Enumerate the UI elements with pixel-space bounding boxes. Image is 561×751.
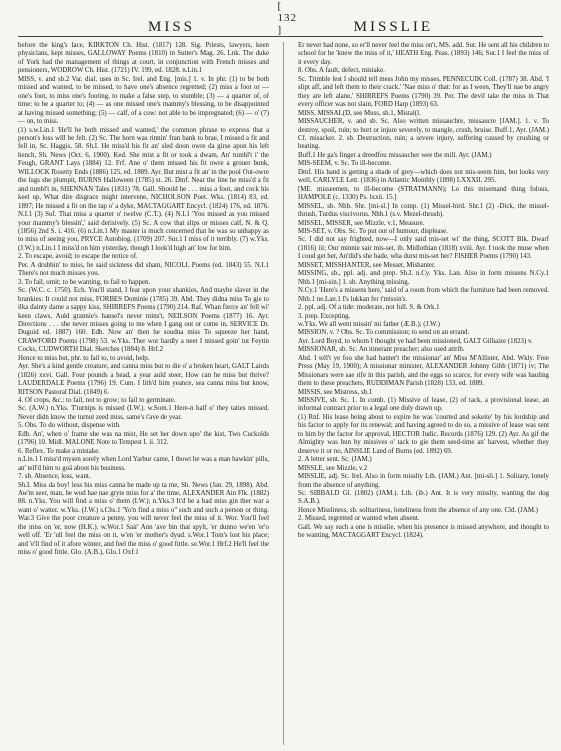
entry-paragraph: Sc. I did not say frighted, now—I only said mis-set wi' the thing, SCOTT Blk. Dwarf (1816) iii; Our minnie sair mis-set, ib. Midlothian (1818) xviii. Ayr. I took the muse when I coud get her, An'did's she bade, wha durst mis-set her? FISHER Poems (1790) 143. xyxy=(298,236,549,261)
entry-paragraph: 3. prep. Excepting. xyxy=(298,312,351,320)
entry-paragraph: MISSLE, see Mizzle, v.2 xyxy=(298,464,368,472)
entry-paragraph: 5. Obs. To do without, dispense with. xyxy=(18,422,121,430)
entry-paragraph: MISSLIE, adj. Sc. Irel. Also in form misslty Lth. (JAM.) Ant. [mi-sli.] 1. Solitary, lonely from the absence of anything. xyxy=(298,473,549,489)
entry-paragraph: Per. A drubbin' to miss, he said sickness did sham, NICOLL Poems (ed. 1843) 55. N.I.1 There's not much misses you. xyxy=(18,261,269,278)
text-columns xyxy=(18,42,549,745)
entry-paragraph: MISSIVE, sb. Sc. 1. In comb. (1) Missive of lease, (2) of tack, a provisional lease, an informal contract prior to a legal one duly drawn up. xyxy=(298,397,549,413)
entry-paragraph: Edb. An', when o' frame she was na mist, He set her down upo' the kist, Two Cuckolds (1796) 10. Midl. MALONE Note to Tempest I. ii. 312. xyxy=(18,430,269,447)
entry-paragraph: MISSET, MISSHANTER, see Messet, Mishanter. xyxy=(298,261,436,269)
column-divider xyxy=(283,42,284,745)
entry-paragraph: Sc. Trimble lest I should tell mess John my misses, PENNECUIK Coll. (1787) 38. Abd. 'I slipt aff, and left them to their crack.' 'Nae miss o' that: for as I ween, They'll nae be angry they are left alane,' SHIRREFS Poems (1790) 39. Per. The devil take the miss in That every officer was not slain, FORD Harp (1893) 63. xyxy=(298,75,549,109)
entry-paragraph: Hence Missliness, sb. solitariness, loneliness from the absence of any one. Cld. (JAM.) xyxy=(298,506,538,514)
entry-paragraph: n.Lin.1 I miss'd mysen sorely when Lord Yarbur came, I thowt he was a man hawkin' pills, an' tell'd him to goä aboot his business. xyxy=(18,456,269,472)
entry-paragraph: MIS-SET, v. Obs. Sc. To put out of humour, displease. xyxy=(298,227,448,235)
entry-paragraph: MISSIS, see Mistress, sb.1 xyxy=(298,388,373,396)
entry-paragraph: Ayr. She's a kind gentle creature, and canna miss but to die o' a broken heart, GALT Lairds (1826) xxvi. Gall. Four pounds a head, a year auld steer, How can he miss but thrive? LAUDERDALE Poems (1796) 19. Cum. I lith'd him yeance, sea canna miss but know, RITSON Pastoral Dial. (1849) 6. xyxy=(18,363,269,396)
entry-paragraph: MISSAUCHER, v. and sb. Sc. Also written missauchre, missaucre [JAM.]. 1. v. To destroy, spoil, ruin; to hurt or injure severely, to mangle, crush, bruise. Buff.1, Ayr. (JAM.) Cf. misacker. 2. sb. Destruction, ruin; a severe injury, suffering caused by crushing or beating. xyxy=(298,118,549,151)
entry-paragraph: Ayr. Lord Boyd, to whom I thought ye had been missioned, GALT Gilhaize (1823) v. xyxy=(298,337,533,345)
running-header xyxy=(18,0,543,36)
entry-paragraph: MISSEL, sb. Nhb. Shr. [mi-sl.] In comp. (1) Missel-bird. Shr.1 (2) -Dick, the missel-thrush, Turdus viscivorus. Nhb.1 (s.v. Mezel-thrush). xyxy=(298,202,549,219)
entry-paragraph: Er never had none, so er'll never feel the miss on't, MS. add. Sur. He sent all his children to school for he 'knew the miss of it,' HEATH Eng. Peas. (1893) 146; Sur.1 I feel the miss of it every day. xyxy=(298,42,549,66)
header-left-word: MISS xyxy=(148,19,196,35)
entry-paragraph: MISS, v. and sb.2 Var. dial. uses in Sc. Irel. and Eng. [mis.] 1. v. In phr. (1) to be both missed and wanted, to be missed, to have one's absence regretted; (2) miss a foot or — one's foot, to miss one's footing, to make a false step, to stumble; (3) — a quarter of, of time: to be a quarter to; (4) — as one missed one's mammy's blessing, to be disappointed at having missed something; (5) — calf, of a cow: not able to be impregnated; (6) — o' (7) — on, to miss. xyxy=(18,75,269,126)
entry-paragraph: Sc. (W.C. c. 1750). Ech. You'll stand, I fear upon your shankies, And maybe slaver in the brankies: It could not miss, FORBES Dominie (1785) 39. Abd. They didna miss To gie to ilka dainty dame a sappy kiss, SHIRREFS Poems (1790) 214. Raf. Whan fierce an' fell wi' keen claws, Auld grannie's hansel's never mins't, NEILSON Poems (1877) 16. Ayr. Directions . . . she never misses going to me when I gang out or come in, SERVICE Dr. Duguid ed. 1887) 160. Edb. Now an' then he soudna miss To squeeze her hand, CRAWFORD Poems (1798) 53. w.Yks. Ther wor hardly a neet I missed goin' tut Feytin Cocks, CUDWORTH Dial. Sketches (1884) 8. Hrf.2 xyxy=(18,287,269,354)
entry-paragraph: 8. Obs. A fault, defect, mistake. xyxy=(298,67,385,75)
entry-paragraph: 4. Of crops, &c.: to fail, not to grow; to fail to germinate. xyxy=(18,397,176,405)
entry-paragraph: MISSING, sb., ppl. adj. and prep. Sh.I. n.Cy. Yks. Lan. Also in form missens N.Cy.1 Nhb.1 [mi-sin.] 1. sb. Anything missing. xyxy=(298,270,549,286)
entry-paragraph: 3. To fail, omit; to be wanting, to fail to happen. xyxy=(18,278,151,286)
entry-paragraph: 2. Missed, regretted or wanted when absent. xyxy=(298,515,420,523)
entry-paragraph: 2. A letter sent. Sc. (JAM.) xyxy=(298,456,372,464)
entry-paragraph: Sc. (A.W.) n.Yks. T'turnips is missed (I.W.). w.Som.1 Here-n half o' they taties missed. Never didn know the turnut zeed miss, same's t'ave de year. xyxy=(18,405,269,421)
entry-paragraph: Buff.1 He ga's finger a dreedfou missaucher wee the mill. Ayr. (JAM.) xyxy=(298,151,492,159)
header-rule xyxy=(18,36,543,37)
page-number: [ 132 ] xyxy=(277,0,297,36)
entry-paragraph: 2. ppl. adj. Of a tide: moderate, not full. S. & Ork.1 xyxy=(298,304,440,312)
entry-paragraph: Abd. I tell't ye foo she had banter't the missionar' an' Miss M'Allister, Abd. Wkly. Free Press (May 19, 1900); A missionar minister, ALEXANDER Johnny Gibb (1871) iv; The Missionars were sae rife in this parish, and the eggs so scarce, for every wife was hauling them to these preachers, RUDDIMAN Parish (1828) 133, ed. 1889. xyxy=(298,354,549,388)
entry-paragraph: Hence to miss but, phr. to fail to, to avoid, help. xyxy=(18,354,150,362)
entry-paragraph: MISSEL, MISSER, see Mizzle, v.1, Measure. xyxy=(298,219,425,227)
left-column xyxy=(18,42,269,745)
entry-paragraph: Gall. We say such a one is misslie, when his presence is missed anywhere, and thought to be wanting, MACTAGGART Encycl. (1824). xyxy=(298,523,549,540)
entry-paragraph: Sc. SIBBALD Gl. (1802) (JAM.). Lth. (ib.) Ant. It is very misslty, wanting the dog S.A.B.). xyxy=(298,490,549,506)
entry-paragraph: MIS-SEEM, v. Sc. To ill-become. xyxy=(298,160,392,168)
header-right-word: MISSLIE xyxy=(353,19,433,35)
entry-paragraph: 2. To escape, avoid; to escape the notice of. xyxy=(18,253,138,261)
entry-paragraph: N.Cy.1 'Here's a missens here,' said of a room from which the furniture had been removed. Nhb.1 ne.Lan.1 I's lukkan fer t'missin's. xyxy=(298,287,549,303)
right-column xyxy=(298,42,549,745)
entry-paragraph: 7. sb. Absence, loss, want. xyxy=(18,473,91,481)
entry-paragraph: w.Yks. We all went missin' mi father (Æ.B.); (J.W.) xyxy=(298,320,440,328)
entry-paragraph: MISS, MISSAL(D, see Muss, sb.1, Mistal(l. xyxy=(298,109,421,117)
entry-paragraph: (1) Rnf. His lease being about to expire he was 'courted and sokeite' by his lordship and his factor to apply for its renewal; and having agreed to do so, a missive of lease was sent to him by the factor for approval, HECTOR Judic. Records (1876) 129. (2) Ayr. As gif the Almighty was bun by missives o' tack to gie them seed-time an' harvest, whether they deserve it or no, AINSLIE Land of Burns (ed. 1892) 69. xyxy=(298,413,549,455)
entry-paragraph: [ME. misseemen, to ill-become (STRATMANN); Lo this misemand thing folous, HAMPOLE (c. 1330) Ps. lxxii. 15.] xyxy=(298,185,549,202)
entry-paragraph: MISSION, v. ? Obs. Sc. To commission; to send on an errand. xyxy=(298,329,470,337)
entry-paragraph: MISSIONAR, sb. Sc. An itinerant preacher; also used attrib. xyxy=(298,346,465,354)
entry-paragraph: (1) s.w.Lin.1 'He'll be both missed and wanted,' the common phrase to express that a person's loss will be felt. (2) Sc. The horn was rinnin' fran bank to brae, I missed a fit and fell in, Sc. Haggis, 58. Sh.I. He miss'd his fit an' sled doon owre da girse apon his left hench, Sh. News (Oct. 6, 1900). Ked. She mist a fit or took a dwam, An' tumbl't i' the Feugh, GRANT Lays (1884) 12. Frf. Ane o' them missed his fit owre a grouer bunk, WILLOCK Rosetty Ends (1886) 125, ed. 1889. Ayr. But mist a fit an' in the pool Out-owre the lugs she plumpit, BURNS Halloween (1785) st. 26. Dmf. Near the line he miss'd a fit and tumbl't in, SHENNAN Tales (1831) 78. Gall. Should he . . . miss a foot, and cock his keel up, What dire disgrace might intervene, NICHOLSON Poet. Wks. (1814) 83, ed. 1897; He missed a fit on the tap o' a dyke, MACTAGGART Encycl. (1824) 176, ed. 1876. N.I.1 (3) Suf. That miss a quarter o' twelve (C.T.). (4) N.I.1 'You missed as you missed your mammy's blessin',' said derisively. (5) Sc. A cow that slips or misses calf, N. & Q. (1856) 2nd S. i. 416. (6) n.Lin.1 My master is much concerned that he was so unhappy as to miss of seeing you, PRYCE Autobiog. (1709) 207. Sur.1 I miss of it terribly. (7) w.Yks. (J.W.) n.Lin.1 I miss'd on him yisterday, though I look'd high an' low for him. xyxy=(18,126,269,252)
entry-paragraph: before the king's face, KIRKTON Ch. Hist. (1817) 128. Sig. Priests, lawyers, keen physicians, kept misses, GALLOWAY Poems (1810) in Sutter's Mag. 26. Lnk. The duke of York had the management of things at court, in conjunction with French misses and pensioners, WODROW Ch. Hist. (1721) IV. 199, ed. 1828. n.Lin.1 xyxy=(18,42,269,75)
entry-paragraph: Sh.I. Miss da boy! less his miss canna be made up ta me, Sh. News (Jan. 29, 1898). Abd. Aw'm seer, man, he wud hae nae gryte miss for a' the time, ALEXANDER Ain Flk. (1882) 88. n.Yks. You will find a miss o' them (I.W.); n.Yks.3 It'd be a bad miss gin ther war a want o' watter. w.Yks. (J.W.) s.Chs.1 'Yo'n find a miss o'' such and such a person or thing. War.3 Give the poor creature a penny, you will never feel the miss of it. Wor. You'll feel the miss on 'er, now (H.K.). w.Wor.1 Sair' Ann 'ave bin that spylt, 'er dunno we'en 'er'o well off. 'Er 'ull feel the miss on it, w'en 'er mother's dyud. s.Wor.1 Tom's lost his place; and 'e'll find of it afore winter, and feel the miss o' good fittle. se.Wor.1 Hrf.2 He'll feel the miss o' good fittle. Glo. (A.B.), Glo.1 Oxf.1 xyxy=(18,481,269,557)
entry-paragraph: 6. Reflex. To make a mistake. xyxy=(18,447,101,455)
entry-paragraph: Dmf. His hand is getting a shade of grey—which does not mis-seem him, but looks very well, CARLYLE Lett. (1836) in Atlantic Monthly (1898) LXXXII. 295. xyxy=(298,168,549,185)
